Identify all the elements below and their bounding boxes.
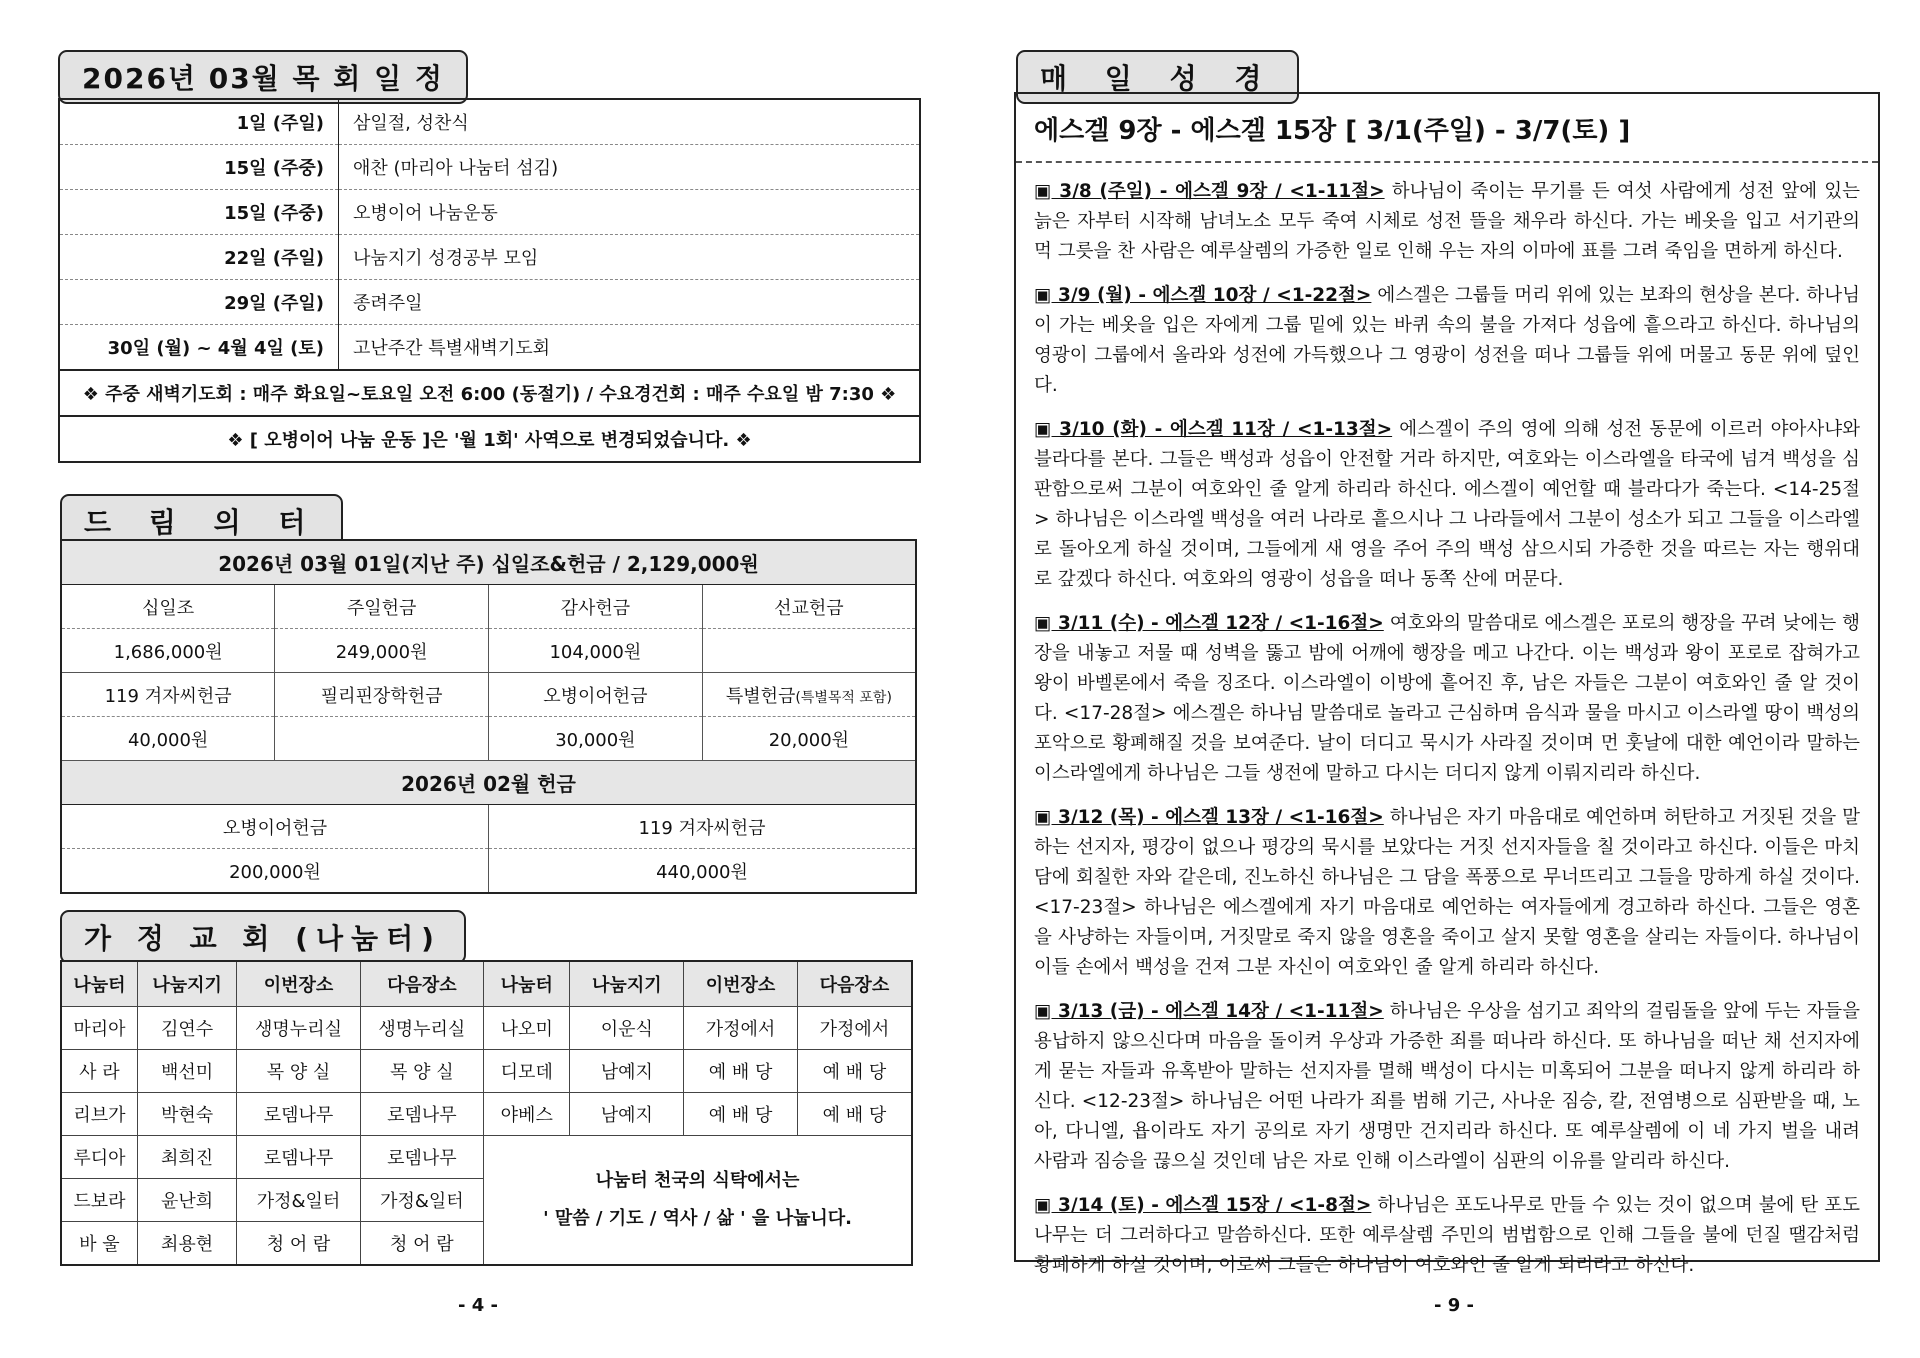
day-heading: ▣ 3/9 (월) - 에스겔 10장 / <1-22절> bbox=[1034, 285, 1372, 306]
day-heading: ▣ 3/14 (토) - 에스겔 15장 / <1-8절> bbox=[1034, 1195, 1372, 1216]
schedule-event: 나눔지기 성경공부 모임 bbox=[339, 235, 921, 280]
cell-group-leader: 김연수 bbox=[137, 1007, 237, 1050]
cell-group-place: 목 양 실 bbox=[237, 1050, 360, 1093]
table-row bbox=[61, 1050, 912, 1093]
offering-label: 특별헌금(특별목적 포함) bbox=[702, 673, 916, 717]
page-number: - 9 - bbox=[1434, 1295, 1474, 1316]
offering-label: 119 겨자씨헌금 bbox=[489, 805, 917, 849]
day-entry bbox=[1016, 609, 1878, 789]
cell-group-place: 생명누리실 bbox=[237, 1007, 360, 1050]
offering-label: 감사헌금 bbox=[489, 585, 703, 629]
column-header: 이번장소 bbox=[684, 961, 798, 1007]
day-entry bbox=[1016, 415, 1878, 595]
cell-group-next-place: 가정에서 bbox=[797, 1007, 912, 1050]
offering-value: 20,000원 bbox=[702, 717, 916, 761]
cell-group-title: 가 정 교 회 (나눔터) bbox=[60, 910, 466, 964]
cell-group-place: 로뎀나무 bbox=[237, 1093, 360, 1136]
cell-group-place: 예 배 당 bbox=[684, 1093, 798, 1136]
day-heading: ▣ 3/8 (주일) - 에스겔 9장 / <1-11절> bbox=[1034, 181, 1385, 202]
day-text: 여호와의 말씀대로 에스겔은 포로의 행장을 꾸려 낮에는 행장을 내놓고 저물 때 성벽을 뚫고 밤에 어깨에 행장을 메고 나간다. 이는 백성과 왕이 포로로 잡혀가고 왕이 바벨론에서 죽을 징조다. 이스라엘이 이방에 흩어진 후, 남은 자들은 그분이 여호와인 줄 알 것이다. <17-28절> 에스겔은 하나님 말씀대로 놀라고 근심하며 음식과 물을 마시고 이스라엘 땅이 백성의 포악으로 황폐해질 것을 보여준다. 날이 더디고 묵시가 사라질 것이며 먼 훗날에 대한 예언이라 말하는 이스라엘에게 하나님은 그들 생전에 말하고 다시는 더디지 않게 이뤄지리라 하신다. bbox=[1034, 613, 1860, 784]
day-heading: ▣ 3/12 (목) - 에스겔 13장 / <1-16절> bbox=[1034, 807, 1384, 828]
cell-group-name: 사 라 bbox=[61, 1050, 137, 1093]
day-text: 하나님이 죽이는 무기를 든 여섯 사람에게 성전 앞에 있는 늙은 자부터 시작해 남녀노소 모두 죽여 시체로 성전 뜰을 채우라 하신다. 가는 베옷을 입고 서기관의 먹 그릇을 찬 사람은 예루살렘의 가증한 일로 인해 우는 자의 이마에 표를 그려 죽임을 면하게 하신다. bbox=[1034, 181, 1860, 262]
schedule-title: 2026년 03월 목 회 일 정 bbox=[58, 50, 468, 104]
offering-value bbox=[275, 717, 489, 761]
cell-group-leader: 박현숙 bbox=[137, 1093, 237, 1136]
column-header: 나눔지기 bbox=[137, 961, 237, 1007]
offering-table bbox=[60, 539, 917, 894]
cell-group-place: 청 어 람 bbox=[237, 1222, 360, 1266]
cell-group-name: 바 울 bbox=[61, 1222, 137, 1266]
cell-group-leader: 최희진 bbox=[137, 1136, 237, 1179]
schedule-note: ❖ [ 오병이어 나눔 운동 ]은 '월 1회' 사역으로 변경되었습니다. ❖ bbox=[59, 416, 920, 462]
cell-group-next-place: 목 양 실 bbox=[360, 1050, 483, 1093]
offering-value: 1,686,000원 bbox=[61, 629, 275, 673]
day-heading: ▣ 3/13 (금) - 에스겔 14장 / <1-11절> bbox=[1034, 1001, 1384, 1022]
offering-label: 십일조 bbox=[61, 585, 275, 629]
day-text: 하나님은 포도나무로 만들 수 있는 것이 없으며 불에 탄 포도나무는 더 그러하다고 말씀하신다. 또한 예루살렘 주민의 범법함으로 인해 그들을 불에 던질 땔감처럼 황폐하게 하실 것이며, 이로써 그들은 하나님이 여호와인 줄 알게 되리라고 하신다. bbox=[1034, 1195, 1860, 1276]
table-row bbox=[59, 145, 920, 190]
offering-header: 2026년 02월 헌금 bbox=[61, 761, 916, 805]
cell-group-name: 야베스 bbox=[484, 1093, 570, 1136]
cell-group-place: 로뎀나무 bbox=[237, 1136, 360, 1179]
table-row bbox=[59, 280, 920, 325]
schedule-date: 15일 (주중) bbox=[59, 145, 339, 190]
cell-group-leader: 남예지 bbox=[570, 1093, 684, 1136]
cell-group-next-place: 예 배 당 bbox=[797, 1050, 912, 1093]
offering-value bbox=[702, 629, 916, 673]
schedule-date: 22일 (주일) bbox=[59, 235, 339, 280]
day-heading: ▣ 3/11 (수) - 에스겔 12장 / <1-16절> bbox=[1034, 613, 1384, 634]
offering-label: 주일헌금 bbox=[275, 585, 489, 629]
offering-label: 오병이어헌금 bbox=[61, 805, 489, 849]
cell-group-leader: 최용현 bbox=[137, 1222, 237, 1266]
cell-group-next-place: 로뎀나무 bbox=[360, 1136, 483, 1179]
offering-value: 440,000원 bbox=[489, 849, 917, 894]
cell-group-name: 마리아 bbox=[61, 1007, 137, 1050]
table-row bbox=[59, 325, 920, 371]
cell-group-place: 예 배 당 bbox=[684, 1050, 798, 1093]
reading-range: 에스겔 9장 - 에스겔 15장 [ 3/1(주일) - 3/7(토) ] bbox=[1016, 94, 1878, 163]
schedule-date: 15일 (주중) bbox=[59, 190, 339, 235]
cell-group-next-place: 청 어 람 bbox=[360, 1222, 483, 1266]
day-entry bbox=[1016, 177, 1878, 267]
day-entry bbox=[1016, 803, 1878, 983]
schedule-event: 종려주일 bbox=[339, 280, 921, 325]
day-entry bbox=[1016, 1191, 1878, 1281]
schedule-event: 오병이어 나눔운동 bbox=[339, 190, 921, 235]
table-row bbox=[59, 190, 920, 235]
cell-group-place: 가정&일터 bbox=[237, 1179, 360, 1222]
motto-line: 나눔터 천국의 식탁에서는 bbox=[595, 1170, 800, 1191]
cell-group-next-place: 예 배 당 bbox=[797, 1093, 912, 1136]
offering-label: 119 겨자씨헌금 bbox=[61, 673, 275, 717]
table-row bbox=[59, 235, 920, 280]
day-text: 하나님은 자기 마음대로 예언하며 허탄하고 거짓된 것을 말하는 선지자, 평강이 없으나 평강의 묵시를 보았다는 거짓 선지자들을 칠 것이라고 하신다. 이들은 마치 담에 회칠한 자와 같은데, 진노하신 하나님은 그 담을 폭풍으로 무너뜨리고 그들을 망하게 하실 것이다. <17-23절> 하나님은 에스겔에게 자기 마음대로 예언하는 여자들에게 경고하라 하신다. 그들은 영혼을 사냥하는 자들이며, 거짓말로 죽지 않을 영혼을 죽이고 살지 못할 영혼을 살리는 자들이다. 하나님이 이들 손에서 백성을 건져 그분 자신이 여호와인 줄 알게 하리라 하신다. bbox=[1034, 807, 1860, 978]
daily-bible-box bbox=[1014, 92, 1880, 1276]
day-entry bbox=[1016, 997, 1878, 1177]
cell-group-next-place: 가정&일터 bbox=[360, 1179, 483, 1222]
cell-group-leader: 백선미 bbox=[137, 1050, 237, 1093]
column-header: 다음장소 bbox=[797, 961, 912, 1007]
cell-group-leader: 남예지 bbox=[570, 1050, 684, 1093]
table-row bbox=[59, 99, 920, 145]
schedule-event: 삼일절, 성찬식 bbox=[339, 99, 921, 145]
cell-group-name: 리브가 bbox=[61, 1093, 137, 1136]
schedule-date: 29일 (주일) bbox=[59, 280, 339, 325]
day-text: 에스겔이 주의 영에 의해 성전 동문에 이르러 야아사냐와 블라다를 본다. 그들은 백성과 성읍이 안전할 거라 하지만, 여호와는 이스라엘을 타국에 넘겨 백성을 심판함으로써 그분이 여호와인 줄 알게 하리라 하신다. 에스겔이 예언할 때 블라다가 죽는다. <14-25절> 하나님은 이스라엘 백성을 여러 나라로 흩으시나 그 나라들에서 그분이 성소가 되고 그들을 이스라엘로 돌아오게 하실 것이며, 그들에게 새 영을 주어 주의 백성 삼으시되 가증한 것을 따르는 자는 행위대로 갚겠다 하신다. 여호와의 영광이 성읍을 떠나 동쪽 산에 머문다. bbox=[1034, 419, 1860, 590]
cell-group-table bbox=[60, 960, 913, 1266]
cell-group-next-place: 생명누리실 bbox=[360, 1007, 483, 1050]
offering-value: 30,000원 bbox=[489, 717, 703, 761]
cell-group-name: 루디아 bbox=[61, 1136, 137, 1179]
schedule-event: 고난주간 특별새벽기도회 bbox=[353, 338, 550, 359]
column-header: 나눔터 bbox=[61, 961, 137, 1007]
offering-label: 선교헌금 bbox=[702, 585, 916, 629]
offering-label: 필리핀장학헌금 bbox=[275, 673, 489, 717]
column-header: 나눔지기 bbox=[570, 961, 684, 1007]
cell-group-motto bbox=[484, 1136, 912, 1266]
cell-group-place: 가정에서 bbox=[684, 1007, 798, 1050]
day-text: 에스겔은 그룹들 머리 위에 있는 보좌의 현상을 본다. 하나님이 가는 베옷을 입은 자에게 그룹 밑에 있는 바퀴 속의 불을 가져다 성읍에 흩으라고 하신다. 하나님의 영광이 그룹에서 올라와 성전에 가득했으나 그 영광이 성전을 떠나 그룹들 위에 머물고 동문 위에 덮인다. bbox=[1034, 285, 1860, 396]
offering-value: 249,000원 bbox=[275, 629, 489, 673]
table-row bbox=[61, 1136, 912, 1179]
offering-header: 2026년 03월 01일(지난 주) 십일조&헌금 / 2,129,000원 bbox=[61, 540, 916, 585]
cell-group-name: 나오미 bbox=[484, 1007, 570, 1050]
day-heading: ▣ 3/10 (화) - 에스겔 11장 / <1-13절> bbox=[1034, 419, 1393, 440]
cell-group-name: 드보라 bbox=[61, 1179, 137, 1222]
offering-value: 40,000원 bbox=[61, 717, 275, 761]
motto-line: ' 말씀 / 기도 / 역사 / 삶 ' 을 나눕니다. bbox=[543, 1208, 852, 1229]
table-row bbox=[61, 1093, 912, 1136]
offering-value: 200,000원 bbox=[61, 849, 489, 894]
cell-group-next-place: 로뎀나무 bbox=[360, 1093, 483, 1136]
column-header: 이번장소 bbox=[237, 961, 360, 1007]
cell-group-name: 디모데 bbox=[484, 1050, 570, 1093]
schedule-event: 애찬 (마리아 나눔터 섬김) bbox=[339, 145, 921, 190]
schedule-date: 30일 (월) ~ 4월 4일 (토) bbox=[59, 325, 339, 371]
day-text: 하나님은 우상을 섬기고 죄악의 걸림돌을 앞에 두는 자들을 용납하지 않으신다며 마음을 돌이켜 우상과 가증한 죄를 떠나라 하신다. 또 하나님을 떠난 채 선지자에게 묻는 자들과 유혹받아 말하는 선지자를 멸해 백성이 다시는 미혹되어 그분을 떠나지 않게 하리라 하신다. <12-23절> 하나님은 어떤 나라가 죄를 범해 기근, 사나운 짐승, 칼, 전염병으로 심판받을 때, 노아, 다니엘, 욥이라도 자기 공의로 자기 생명만 건지리라 하신다. 또 예루살렘에 이 네 가지 벌을 내려 사람과 짐승을 끊으실 것인데 남은 자로 인해 이스라엘이 심판의 이유를 알리라 하신다. bbox=[1034, 1001, 1860, 1172]
schedule-note: ❖ 주중 새벽기도회 : 매주 화요일~토요일 오전 6:00 (동절기) / 수요경건회 : 매주 수요일 밤 7:30 ❖ bbox=[59, 370, 920, 416]
table-row bbox=[61, 1007, 912, 1050]
column-header: 다음장소 bbox=[360, 961, 483, 1007]
cell-group-leader: 윤난희 bbox=[137, 1179, 237, 1222]
daily-bible-title: 매 일 성 경 bbox=[1016, 50, 1299, 104]
offering-value: 104,000원 bbox=[489, 629, 703, 673]
schedule-table bbox=[58, 98, 921, 463]
day-entry bbox=[1016, 281, 1878, 401]
schedule-date: 1일 (주일) bbox=[59, 99, 339, 145]
offering-title: 드 림 의 터 bbox=[60, 494, 343, 548]
page-number: - 4 - bbox=[458, 1295, 498, 1316]
offering-label: 오병이어헌금 bbox=[489, 673, 703, 717]
cell-group-leader: 이운식 bbox=[570, 1007, 684, 1050]
column-header: 나눔터 bbox=[484, 961, 570, 1007]
